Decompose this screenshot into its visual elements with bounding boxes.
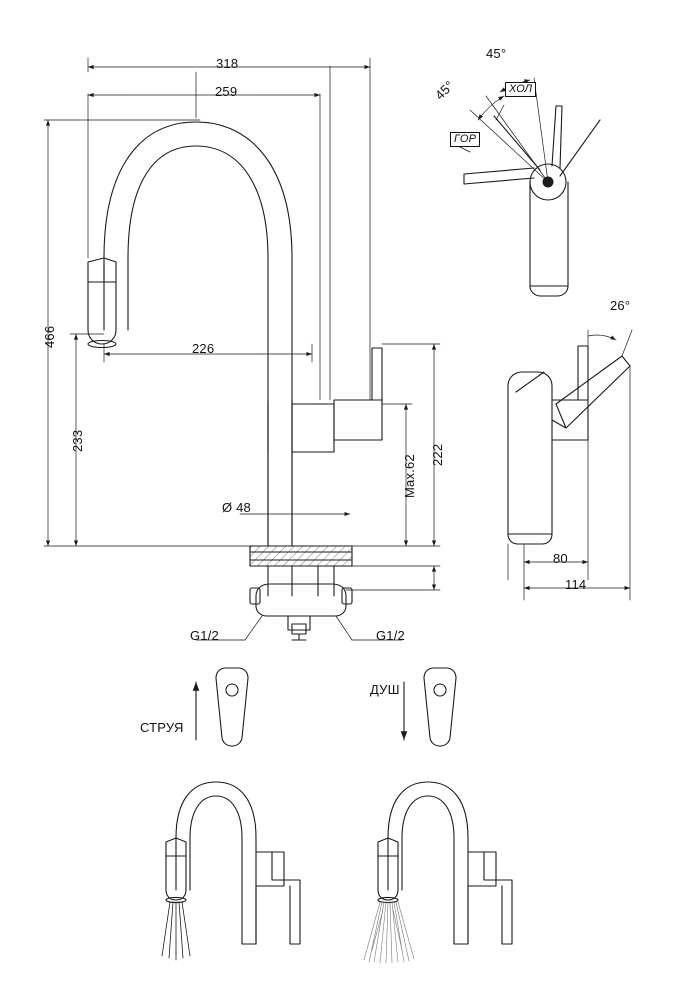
top-view-handle (464, 106, 600, 296)
label-cold: ХОЛ (505, 82, 536, 97)
dim-lever-clearance: Max.62 (402, 454, 417, 498)
dim-base-diameter: Ø 48 (222, 500, 251, 515)
thread-right-label: G1/2 (376, 628, 405, 643)
dim-side-depth-1: 80 (553, 551, 568, 566)
angle-cold-label: 45° (486, 46, 507, 61)
mode-view-shower (378, 782, 512, 944)
dim-upper-reach: 259 (215, 84, 238, 99)
angle-hot-label: 45° (432, 77, 457, 103)
mode-buttons (196, 668, 456, 746)
dim-spout-height: 233 (70, 429, 85, 452)
dim-overall-reach: 318 (216, 56, 239, 71)
dim-mid-reach: 226 (192, 341, 215, 356)
main-view-faucet (88, 122, 382, 640)
dim-overall-height: 466 (42, 325, 57, 348)
label-hot: ГОР (450, 132, 480, 147)
label-stream-mode: СТРУЯ (140, 720, 184, 735)
side-view-handle (508, 346, 630, 544)
dim-side-depth-2: 114 (565, 577, 587, 592)
label-shower-mode: ДУШ (370, 682, 400, 697)
thread-left-label: G1/2 (190, 628, 219, 643)
stream-jets (162, 902, 190, 960)
shower-spray (364, 902, 414, 963)
dim-body-height: 222 (430, 443, 445, 466)
side-view-dims (508, 330, 632, 600)
mode-view-stream (166, 782, 300, 944)
main-view-dimensions (44, 58, 440, 640)
angle-lever-tilt-label: 26° (610, 298, 631, 313)
